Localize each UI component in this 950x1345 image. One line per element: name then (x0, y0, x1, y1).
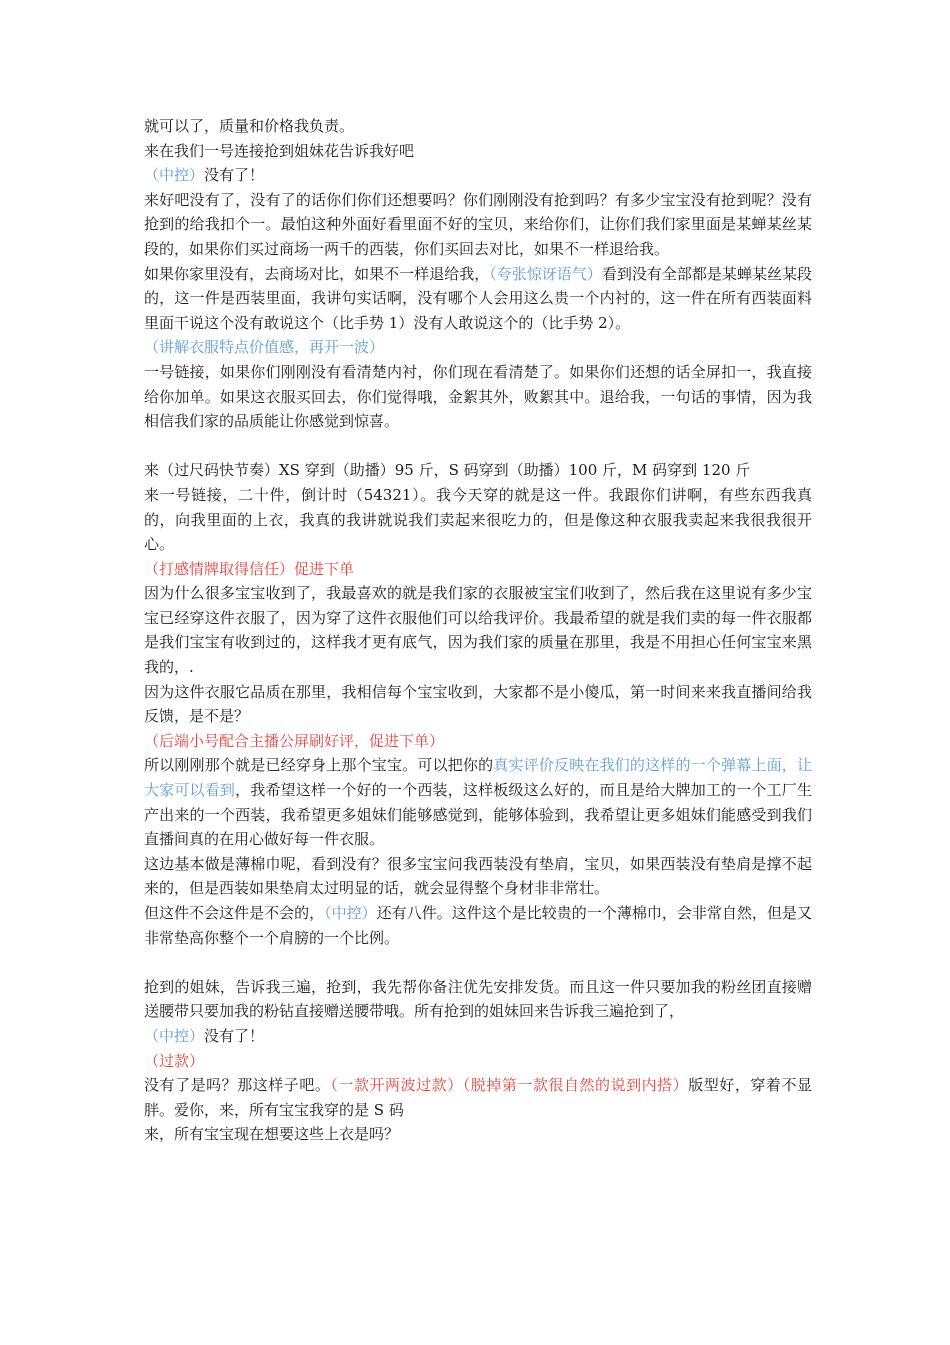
paragraph (144, 483, 812, 557)
stage-direction-blue: （夸张惊讶语气） (489, 264, 602, 283)
text-run: 来（过尺码快节奏）XS 穿到（助播）95 斤，S 码穿到（助播）100 斤，M 码穿到 120 斤 (144, 461, 751, 480)
stage-direction-blue: （讲解衣服特点价值感，再开一波） (144, 338, 385, 357)
paragraph (144, 1122, 812, 1147)
paragraph (144, 557, 812, 582)
text-run: 就可以了，质量和价格我负责。 (144, 117, 355, 135)
text-run: 还有八件。这件这个是比较贵的一个薄棉巾，会非常自然，但是又非常垫高你整个一个肩膀的一个比例。 (144, 904, 812, 947)
paragraph (144, 852, 812, 901)
paragraph (144, 1073, 812, 1122)
stage-direction-blue: （中控） (144, 166, 205, 185)
paragraph-spacer (144, 950, 812, 975)
paragraph (144, 680, 812, 729)
text-run: 来，所有宝宝现在想要这些上衣是吗？ (144, 1125, 400, 1144)
paragraph (144, 1024, 812, 1049)
paragraph (144, 1049, 812, 1074)
paragraph (144, 262, 812, 336)
text-run: 抢到的姐妹，告诉我三遍，抢到，我先帮你备注优先安排发货。而且这一件只要加我的粉丝团直接赠送腰带只要加我的粉钻直接赠送腰带哦。所有抢到的姐妹回来告诉我三遍抢到了， (144, 977, 812, 1021)
stage-direction-blue: （中控） (144, 1026, 205, 1045)
paragraph (144, 975, 812, 1024)
text-run: 没有了！ (204, 166, 265, 185)
paragraph (144, 360, 812, 434)
stage-direction-red: （一款开两波过款）（脱掉第一款很自然的说到内搭） (330, 1076, 689, 1095)
text-run: 来好吧没有了，没有了的话你们你们还想要吗？你们刚刚没有抢到吗？有多少宝宝没有抢到呢？没有抢到的给我扣个一。最怕这种外面好看里面不好的宝贝，来给你们，让你们我们家里面是某蝉某丝某段的，如果你们买过商场一两千的西装，你们买回去对比，如果不一样退给我。 (144, 190, 812, 258)
text-run: 但这件不会这件是不会的， (144, 904, 325, 922)
text-run: 如果你家里没有，去商场对比，如果不一样退给我， (144, 264, 490, 283)
paragraph (144, 163, 812, 188)
text-run: 因为这件衣服它品质在那里，我相信每个宝宝收到，大家都不是小傻瓜，第一时间来来我直播间给我反馈，是不是？ (144, 682, 812, 726)
paragraph (144, 901, 812, 950)
text-run: 所以刚刚那个就是已经穿身上那个宝宝。可以把你的 (144, 756, 494, 775)
document-body (144, 114, 812, 1147)
paragraph (144, 335, 812, 360)
stage-direction-red: （后端小号配合主播公屏刷好评，促进下单） (144, 731, 445, 750)
text-run: 看到没有全部都是某蝉某丝某段的，这一件是西装里面，我讲句实话啊，没有哪个人会用这么贵一个内衬的，这一件在所有西装面料里面干说这个没有敢说这个（比手势 1）没有人敢说这个的（比手势 2）。 (144, 264, 812, 332)
paragraph (144, 188, 812, 262)
paragraph (144, 581, 812, 679)
paragraph (144, 458, 812, 483)
text-run: 因为什么很多宝宝收到了，我最喜欢的就是我们家的衣服被宝宝们收到了，然后我在这里说有多少宝宝已经穿这件衣服了，因为穿了这件衣服他们可以给我评价。我最希望的就是我们卖的每一件衣服都是我们宝宝有收到过的，这样我才更有底气，因为我们家的质量在那里，我是不用担心任何宝宝来黑我的，. (144, 584, 812, 677)
text-run: 来一号链接，二十件，倒计时（54321）。我今天穿的就是这一件。我跟你们讲啊，有些东西我真的，向我里面的上衣，我真的我讲就说我们卖起来很吃力的，但是像这种衣服我卖起来我很我很开心。 (144, 485, 812, 554)
stage-direction-blue: 真实评价反映在我们的这样的一个弹幕上面，让大家可以看到 (144, 756, 812, 800)
paragraph-spacer (144, 434, 812, 459)
stage-direction-red: （打感情牌取得信任）促进下单 (144, 559, 355, 578)
stage-direction-red: （过款） (144, 1051, 205, 1070)
paragraph (144, 729, 812, 754)
text-run: 版型好，穿着不显胖。爱你，来，所有宝宝我穿的是 S 码 (144, 1076, 812, 1119)
text-run: 没有了！ (204, 1026, 265, 1045)
stage-direction-blue: （中控） (324, 904, 377, 922)
text-run: 来在我们一号连接抢到姐妹花告诉我好吧 (144, 141, 415, 160)
text-run: 没有了是吗？那这样子吧。 (144, 1076, 331, 1095)
text-run: 这边基本做是薄棉巾呢，看到没有？很多宝宝问我西装没有垫肩，宝贝，如果西装没有垫肩是撑不起来的，但是西装如果垫肩太过明显的话，就会显得整个身材非非常壮。 (144, 854, 812, 898)
text-run: ，我希望这样一个好的一个西装，这样板级这么好的，而且是给大牌加工的一个工厂生产出来的一个西装，我希望更多姐妹们能够感觉到，能够体验到，我希望让更多姐妹们能感受到我们直播间真的在用心做好每一件衣服。 (144, 781, 812, 849)
paragraph (144, 753, 812, 851)
paragraph (144, 139, 812, 164)
text-run: 一号链接，如果你们刚刚没有看清楚内衬，你们现在看清楚了。如果你们还想的话全屏扣一，我直接给你加单。如果这衣服买回去，你们觉得哦，金絮其外，败絮其中。退给我，一句话的事情，因为我相信我们家的品质能让你感觉到惊喜。 (144, 362, 812, 431)
paragraph (144, 114, 812, 139)
